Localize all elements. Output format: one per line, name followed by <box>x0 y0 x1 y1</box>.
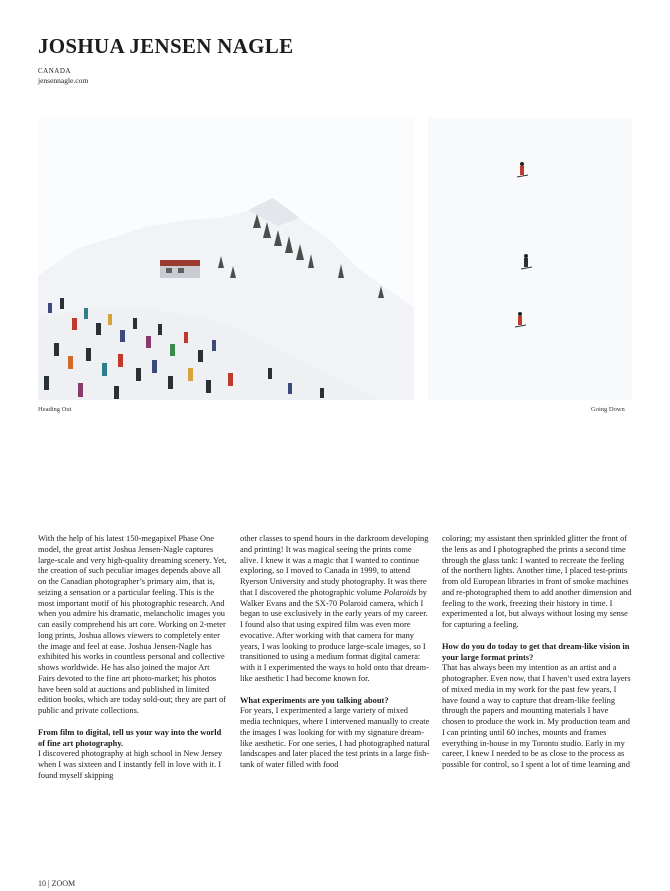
artist-website[interactable]: jensennagle.com <box>38 76 89 85</box>
answer-1-text-a: other classes to spend hours in the darkroom developing and printing! It was magical seeing the prints come alive. I knew it was a magic that I wanted to continue exploring, so I moved to Canada in 1999, to attend Ryerson University and study photography. It was there that I discovered the photographic volume <box>240 534 429 597</box>
photo-heading-out <box>38 118 414 400</box>
answer-2: For years, I experimented a large variety of mixed media techniques, where I intervened manually to create the images I was looking for with my signature dream-like aesthetic. For one series, I had photographed natural landscapes and later placed the test prints in a large fish-tank of water filled with food <box>240 706 430 769</box>
intro-paragraph: With the help of his latest 150-megapixel Phase One model, the great artist Joshua Jensen-Nagle captures large-scale and very high-quality dreaming scenery. Yet, the creation of such peculiar images depends above all on the Canadian photographer’s primary aim, that is, seizing a sensation or a particular feeling. This is the most important motif of his photographic research. And when you admire his dramatic, melancholic images you can easily comprehend his art core. Working on 2-meter long prints, Joshua allows viewers to completely enter the image and feel at ease. Joshua Jensen-Nagle has exhibited his works in countless personal and collective shows worldwide. He has also joined the major Art Fairs devoted to the fine art photo-market; his photos have been sold at auctions and published in limited edition books, which are today sold-out; they are part of public and private collections. <box>38 534 227 715</box>
photo-going-down <box>428 118 632 400</box>
text-column-2 <box>240 534 430 771</box>
caption-going-down: Going Down <box>591 406 625 413</box>
caption-heading-out: Heading Out <box>38 406 72 413</box>
answer-1-continued <box>240 534 430 685</box>
question-1: From film to digital, tell us your way into the world of fine art photography. <box>38 727 222 748</box>
answer-2-continued: coloring; my assistant then sprinkled glitter the front of the lens as and I photographed the prints a second time through the glass tank: I wanted to recreate the feeling of the northern lights. Another time, I placed test-prints from old European libraries in front of smoke machines and re-photographed them to add another dimension and feeling to the work, freezing their history in time. I experimented a lot, but always without losing my sense for capturing a feeling. <box>442 534 632 629</box>
question-2: What experiments are you talking about? <box>240 695 389 705</box>
answer-3: That has always been my intention as an artist and a photographer. Even now, that I haven’t used extra layers of mixed media in my work for the past few years, I have found a way to capture that dream-like feeling through the papers and mounting materials I have chosen to produce the work in. My production team and I can printing until 60 inches, mounts and frames everything in-house in my Toronto studio. Early in my career, I knew I needed to be as close to the process as possible for control, so I spent a lot of time learning and <box>442 663 631 769</box>
artist-country: CANADA <box>38 67 71 75</box>
text-column-3 <box>442 534 632 771</box>
answer-1-text-b: by Walker Evans and the SX-70 Polaroid camera, which I began to use exclusively in the early years of my career. I found also that using expired film was even more evocative. After working with that camera for many years, I was looking to produce large-scale images, so I transitioned to using a medium format digital camera: with it I experimented the ways to hold onto that dream-like aesthetic I had become known for. <box>240 587 429 683</box>
page-footer: 10 | ZOOM <box>38 879 76 888</box>
answer-1: I discovered photography at high school in New Jersey when I was sixteen and I instantly fell in love with it. I found myself skipping <box>38 749 223 780</box>
book-title: Polaroids <box>383 587 417 597</box>
text-column-1 <box>38 534 228 782</box>
question-3: How do you do today to get that dream-like vision in your large format prints? <box>442 641 630 662</box>
article-title: JOSHUA JENSEN NAGLE <box>38 34 294 58</box>
